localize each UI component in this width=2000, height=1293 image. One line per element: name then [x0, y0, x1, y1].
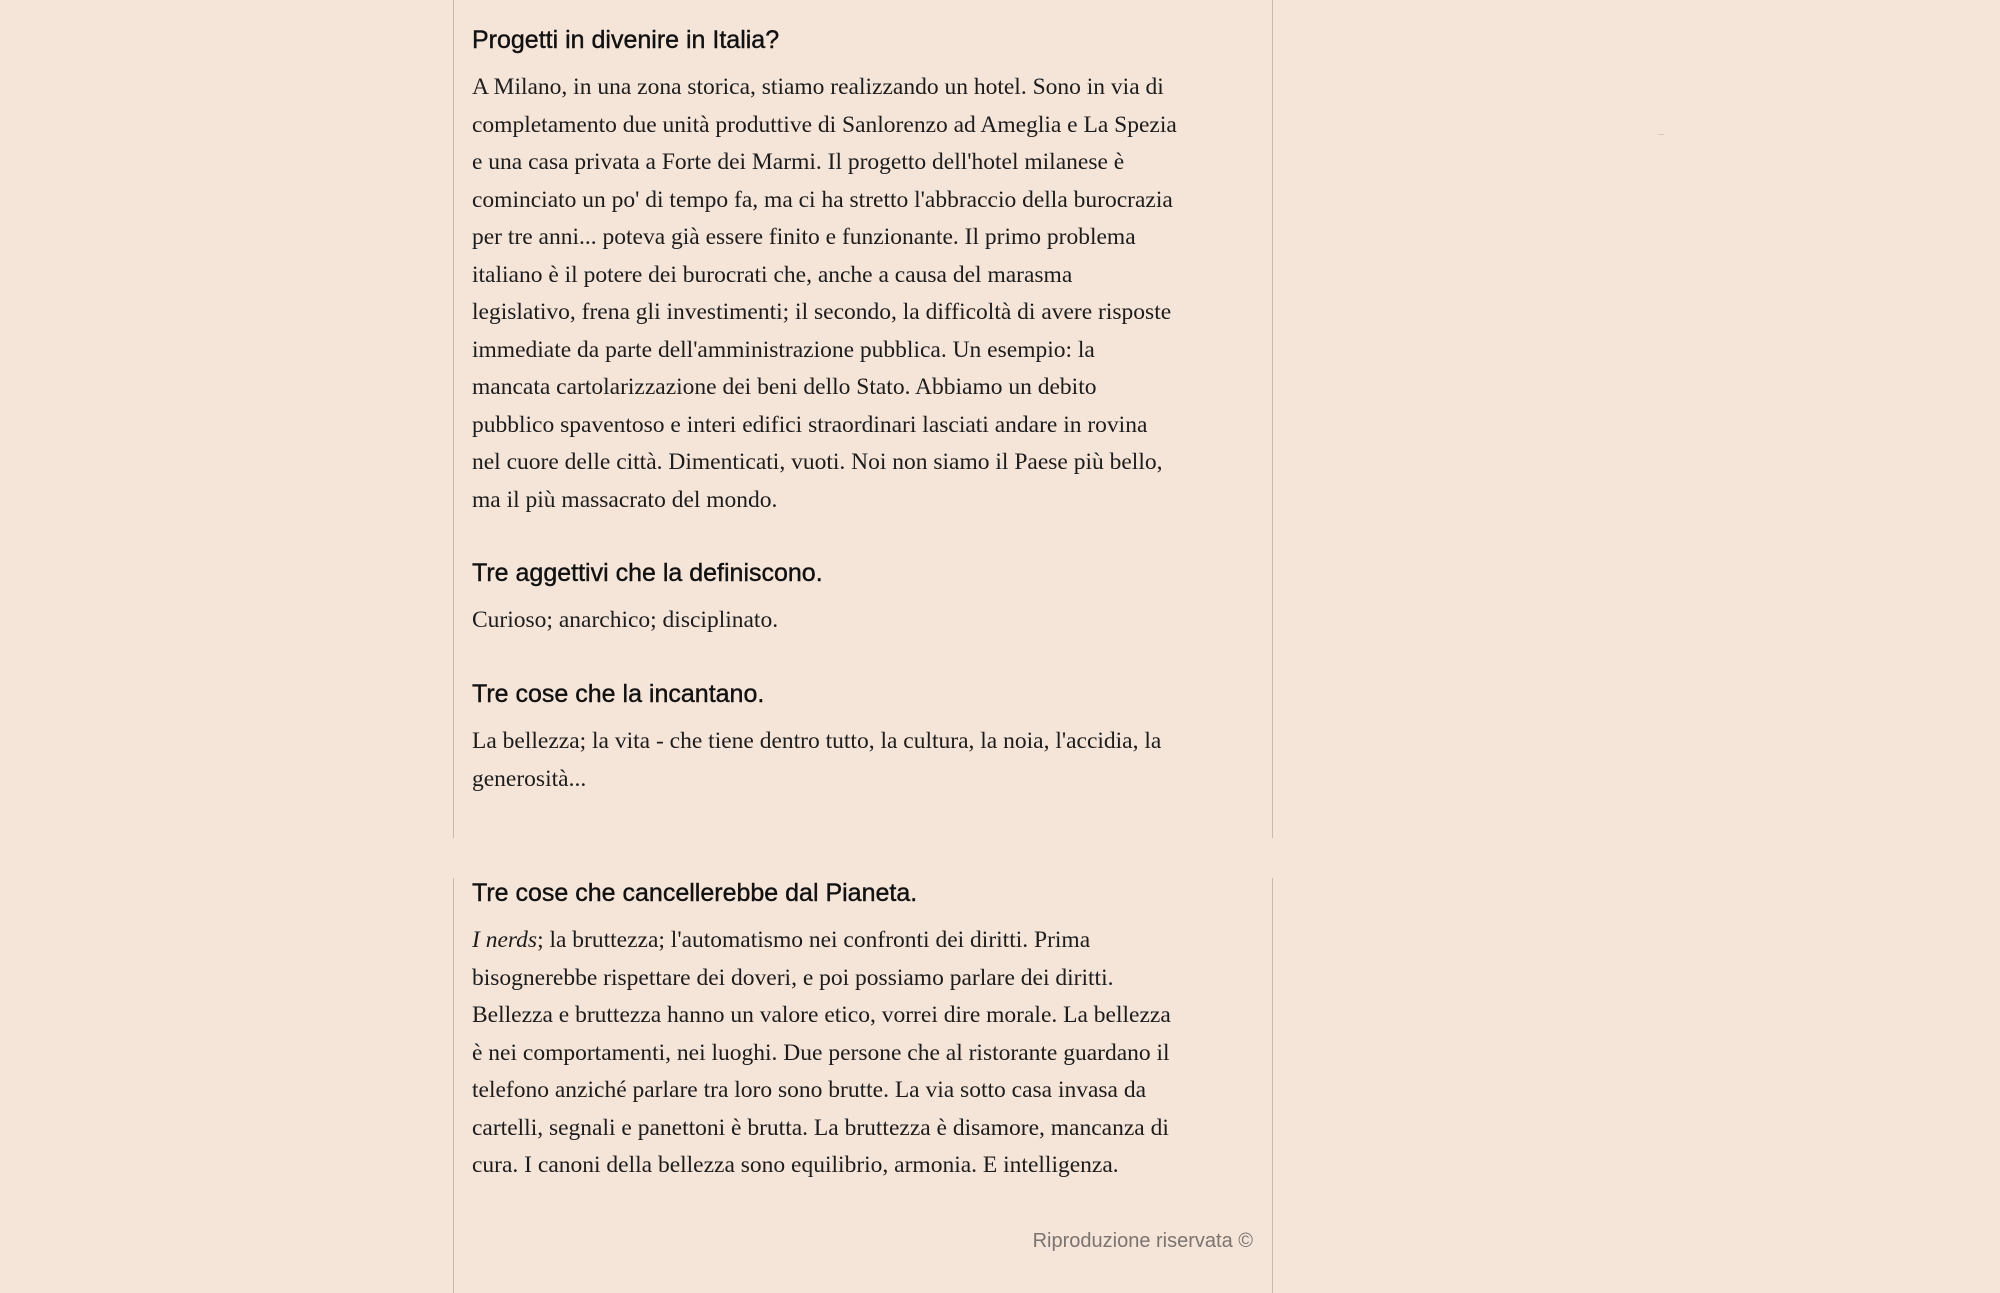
section-projects: [472, 22, 1272, 519]
section-adjectives: [472, 555, 1272, 640]
text-line: telefono anziché parlare tra loro sono brutte. La via sotto casa invasa da: [472, 1077, 1147, 1103]
text-line: immediate da parte dell'amministrazione pubblica. Un esempio: la: [472, 336, 1095, 363]
decorative-mark: [1658, 134, 1664, 135]
section-erase: [472, 875, 1272, 1185]
text-line: pubblico spaventoso e interi edifici straordinari lasciati andare in rovina: [472, 411, 1148, 438]
text-line: italiano è il potere dei burocrati che, anche a causa del marasma: [472, 261, 1073, 288]
text-line: mancata cartolarizzazione dei beni dello Stato. Abbiamo un debito: [472, 374, 1097, 400]
text-line: A Milano, in una zona storica, stiamo realizzando un hotel. Sono in via di: [472, 74, 1164, 100]
text-line: legislativo, frena gli investimenti; il secondo, la difficoltà di avere risposte: [472, 299, 1172, 325]
text-line: per tre anni... poteva già essere finito e funzionante. Il primo problema: [472, 224, 1136, 250]
text-fragment: ; la bruttezza; l'automatismo nei confronti dei diritti. Prima: [537, 927, 1091, 953]
section-enchant: [472, 676, 1272, 798]
text-line: Curioso; anarchico; disciplinato.: [472, 607, 779, 633]
text-line: completamento due unità produttive di Sanlorenzo ad Ameglia e La Spezia: [472, 111, 1177, 138]
text-line: ma il più massacrato del mondo.: [472, 486, 778, 513]
text-line: e una casa privata a Forte dei Marmi. Il progetto dell'hotel milanese è: [472, 149, 1125, 175]
section-paragraph: [472, 69, 1272, 519]
text-line: generosità...: [472, 765, 587, 792]
section-heading: Tre cose che cancellerebbe dal Pianeta.: [472, 879, 918, 907]
section-heading: Progetti in divenire in Italia?: [472, 26, 780, 54]
text-line: nel cuore delle città. Dimenticati, vuoti. Noi non siamo il Paese più bello,: [472, 449, 1163, 475]
text-line: cura. I canoni della bellezza sono equilibrio, armonia. E intelligenza.: [472, 1152, 1119, 1178]
text-line: cartelli, segnali e panettoni è brutta. La bruttezza è disamore, mancanza di: [472, 1114, 1169, 1141]
text-line: [472, 922, 1272, 960]
text-line: bisognerebbe rispettare dei doveri, e poi possiamo parlare dei diritti.: [472, 964, 1114, 991]
copyright-notice: Riproduzione riservata ©: [1032, 1230, 1253, 1252]
text-line: Bellezza e bruttezza hanno un valore etico, vorrei dire morale. La bellezza: [472, 1002, 1171, 1028]
section-paragraph: [472, 723, 1272, 798]
text-line: cominciato un po' di tempo fa, ma ci ha stretto l'abbraccio della burocrazia: [472, 186, 1173, 213]
section-paragraph: [472, 922, 1272, 1185]
section-paragraph: [472, 602, 1272, 640]
section-heading: Tre cose che la incantano.: [472, 680, 765, 708]
text-line: La bellezza; la vita - che tiene dentro tutto, la cultura, la noia, l'accidia, la: [472, 728, 1162, 754]
italic-term: I nerds: [472, 927, 538, 953]
section-heading: Tre aggettivi che la definiscono.: [472, 559, 823, 587]
text-line: è nei comportamenti, nei luoghi. Due persone che al ristorante guardano il: [472, 1039, 1170, 1066]
